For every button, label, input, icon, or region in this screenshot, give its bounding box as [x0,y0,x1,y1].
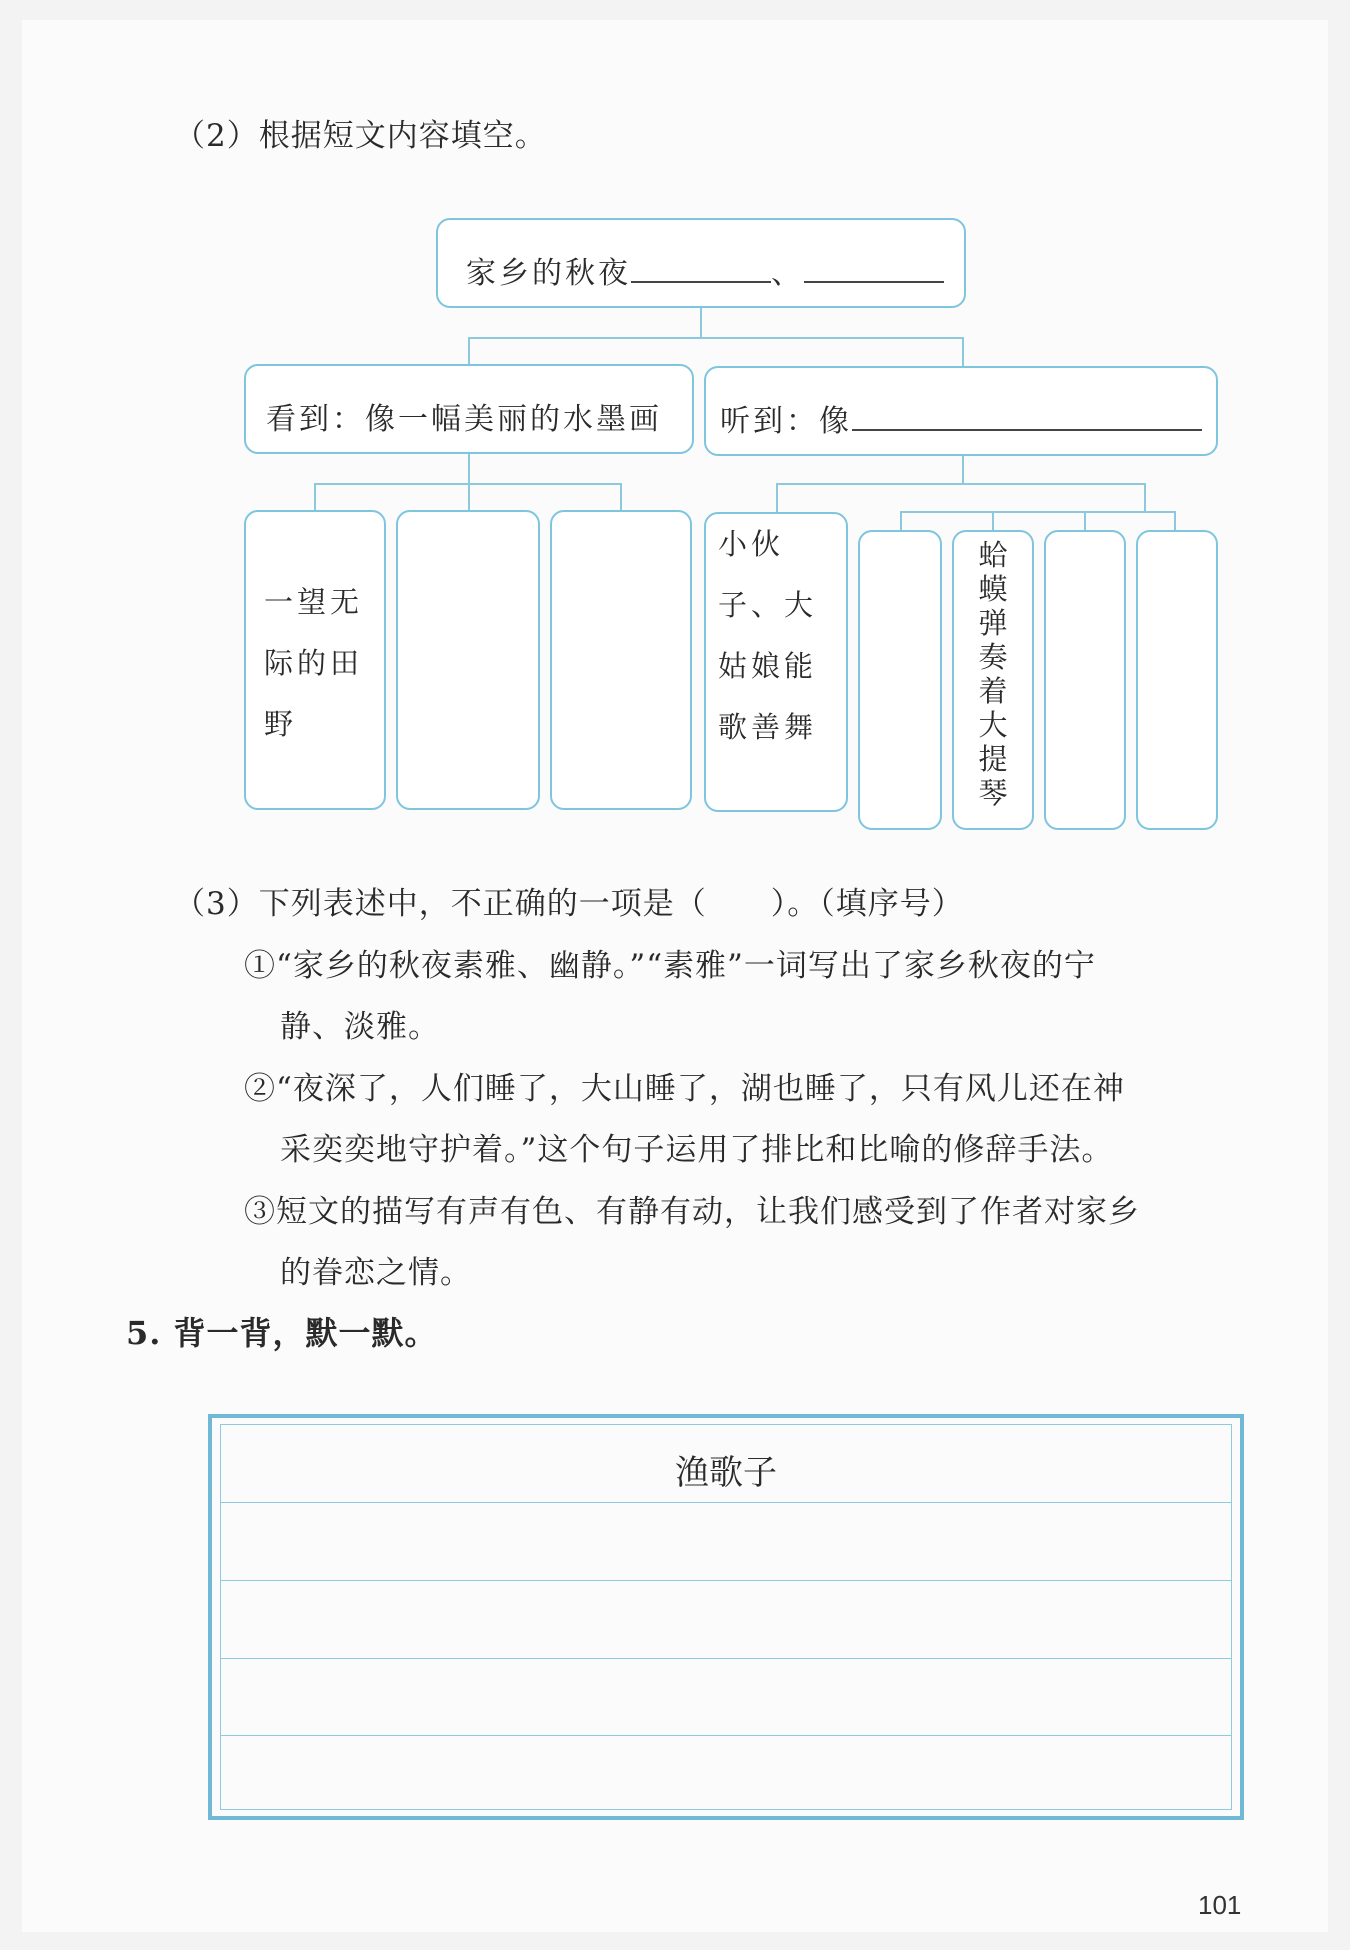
connector [900,511,902,531]
leaf-dance-text: 小伙子、大姑娘能歌善舞 [718,527,818,744]
leaf-box-blank-2[interactable] [550,510,692,810]
q3-label: （3）下列表述中，不正确的一项是（ ）。（填序号） [174,886,964,922]
connector [700,308,702,338]
leaf-box-toad [952,530,1034,830]
connector [776,483,778,513]
connector [962,337,964,367]
workbook-page [22,20,1328,1932]
page-number: 101 [1198,1890,1242,1920]
connector [1174,511,1176,531]
q3-option-2-line-2: 采奕奕地守护着。”这个句子运用了排比和比喻的修辞手法。 [280,1132,1114,1168]
leaf-field-text: 一望无际的田野 [264,585,364,741]
poem-line-rule [221,1580,1231,1581]
leaf-box-blank-3[interactable] [858,530,942,830]
leaf-box-blank-4[interactable] [1044,530,1126,830]
poem-writing-box [208,1414,1244,1820]
hear-box-prefix: 听到：像 [720,404,852,439]
connector [962,456,964,484]
connector [900,511,1176,513]
q3-option-2-line-1: ②“夜深了，人们睡了，大山睡了，湖也睡了，只有风儿还在神 [244,1071,1125,1107]
q3-option-3-line-1: ③短文的描写有声有色、有静有动，让我们感受到了作者对家乡 [244,1194,1140,1230]
connector [620,483,622,511]
q5-label: 5. 背一背，默一默。 [126,1314,438,1352]
connector [468,454,470,484]
top-box-sep: 、 [771,256,804,291]
leaf-box-dance [704,512,848,812]
connector [468,337,470,365]
leaf-box-blank-5[interactable] [1136,530,1218,830]
poem-line-rule [221,1735,1231,1736]
diagram-top-box [436,218,966,308]
q3-option-3-line-2: 的眷恋之情。 [280,1255,472,1291]
connector [1084,511,1086,531]
connector [776,483,1146,485]
poem-line-rule [221,1658,1231,1659]
leaf-toad-text: 蛤蟆弹奏着大提琴 [978,538,1008,810]
see-box-text: 看到：像一幅美丽的水墨画 [266,402,662,437]
connector [314,483,316,511]
blank-top-2[interactable] [804,251,944,283]
poem-title: 渔歌子 [675,1453,777,1493]
connector [1144,483,1146,513]
leaf-box-blank-1[interactable] [396,510,540,810]
q3-option-1-line-1: ①“家乡的秋夜素雅、幽静。”“素雅”一词写出了家乡秋夜的宁 [244,948,1096,984]
q2-label: （2）根据短文内容填空。 [174,118,547,154]
leaf-box-field [244,510,386,810]
poem-line-rule [221,1502,1231,1503]
top-box-prefix: 家乡的秋夜 [466,256,631,291]
diagram-see-box [244,364,694,454]
q3-option-1-line-2: 静、淡雅。 [280,1009,440,1045]
blank-hear[interactable] [852,399,1202,431]
connector [468,483,470,511]
connector [468,337,964,339]
blank-top-1[interactable] [631,251,771,283]
connector [992,511,994,531]
diagram-hear-box [704,366,1218,456]
